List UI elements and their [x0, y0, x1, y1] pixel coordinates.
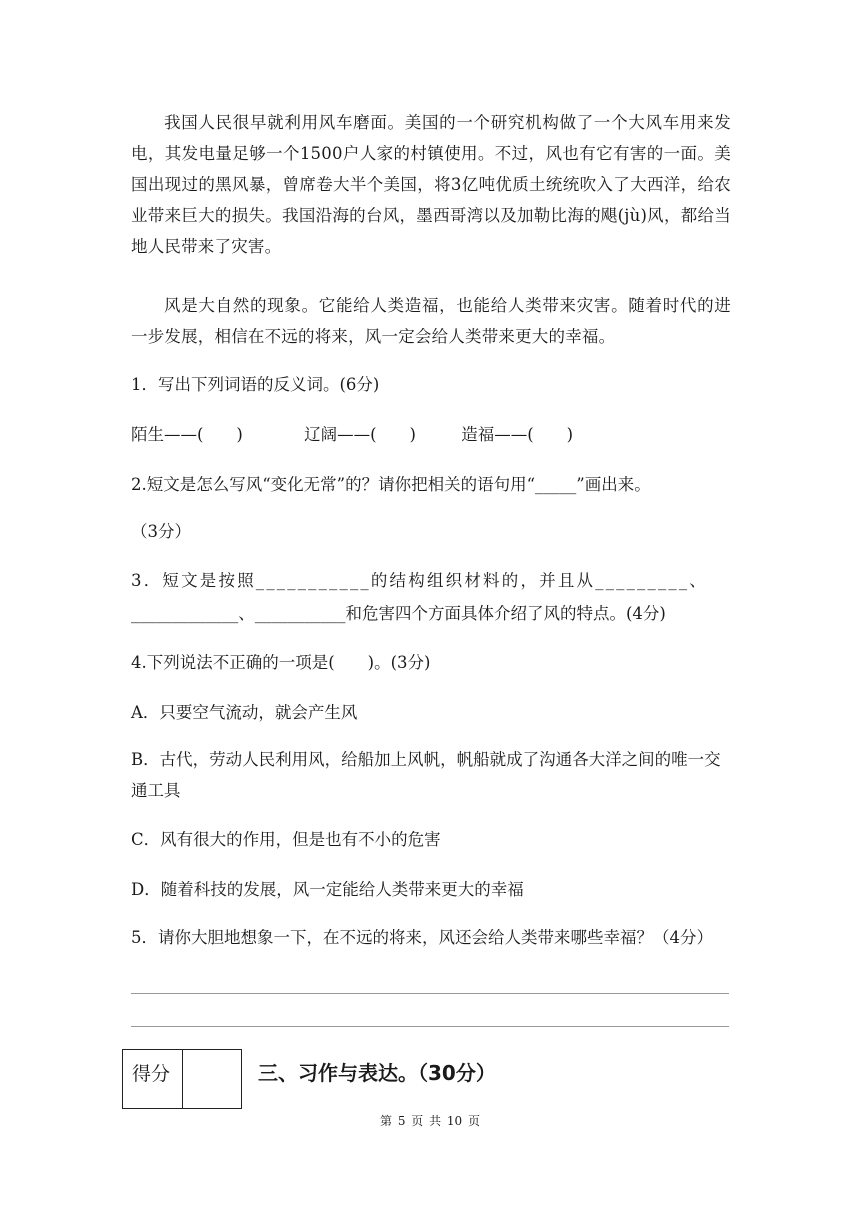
antonym-item-2: 辽阔——( ) — [304, 425, 416, 444]
page-footer: 第 5 页 共 10 页 — [380, 1114, 480, 1128]
question-1-items — [131, 424, 731, 446]
question-4-prompt: 4.下列说法不正确的一项是( )。(3分) — [131, 653, 431, 672]
question-4-option-a: A．只要空气流动，就会产生风 — [131, 703, 358, 722]
passage-paragraph-1: 我国人民很早就利用风车磨面。美国的一个研究机构做了一个大风车用来发电，其发电量足够一个1500户人家的村镇使用。不过，风也有它有害的一面。美国出现过的黑风暴，曾席卷大半个美国，将3亿吨优质土统统吹入了大西洋，给农业带来巨大的损失。我国沿海的台风，墨西哥湾以及加勒比海的飓(jù)风，都给当地人民带来了灾害。 — [131, 113, 731, 256]
question-4-option-c: C．风有很大的作用，但是也有不小的危害 — [131, 830, 441, 849]
score-label: 得分 — [123, 1050, 183, 1108]
question-3-line-1: 3．短文是按照___________的结构组织材料的，并且从_________、 — [131, 571, 708, 590]
question-4-option-d: D．随着科技的发展，风一定能给人类带来更大的幸福 — [131, 880, 524, 899]
antonym-item-3: 造福——( ) — [461, 425, 574, 444]
question-2-prompt: 2.短文是怎么写风“变化无常”的？请你把相关的语句用“_____”画出来。 — [131, 475, 651, 494]
score-value-cell[interactable] — [183, 1050, 241, 1108]
section-3-title: 三、习作与表达。（30分） — [258, 1061, 496, 1085]
question-5-prompt: 5．请你大胆地想象一下，在不远的将来，风还会给人类带来哪些幸福？（4分） — [131, 928, 713, 947]
score-box — [122, 1049, 242, 1109]
answer-line-1[interactable] — [131, 993, 729, 994]
question-1-prompt: 1．写出下列词语的反义词。(6分) — [131, 375, 380, 394]
passage-paragraph-2: 风是大自然的现象。它能给人类造福，也能给人类带来灾害。随着时代的进一步发展，相信在不远的将来，风一定会给人类带来更大的幸福。 — [131, 296, 731, 346]
antonym-item-1: 陌生——( ) — [131, 425, 243, 444]
question-4-option-b: B．古代，劳动人民利用风，给船加上风帆，帆船就成了沟通各大洋之间的唯一交通工具 — [131, 750, 721, 800]
question-3-line-2: _____________、___________和危害四个方面具体介绍了风的特点。(4分) — [131, 604, 666, 623]
question-2-score: （3分） — [131, 522, 191, 541]
answer-line-2[interactable] — [131, 1026, 729, 1027]
